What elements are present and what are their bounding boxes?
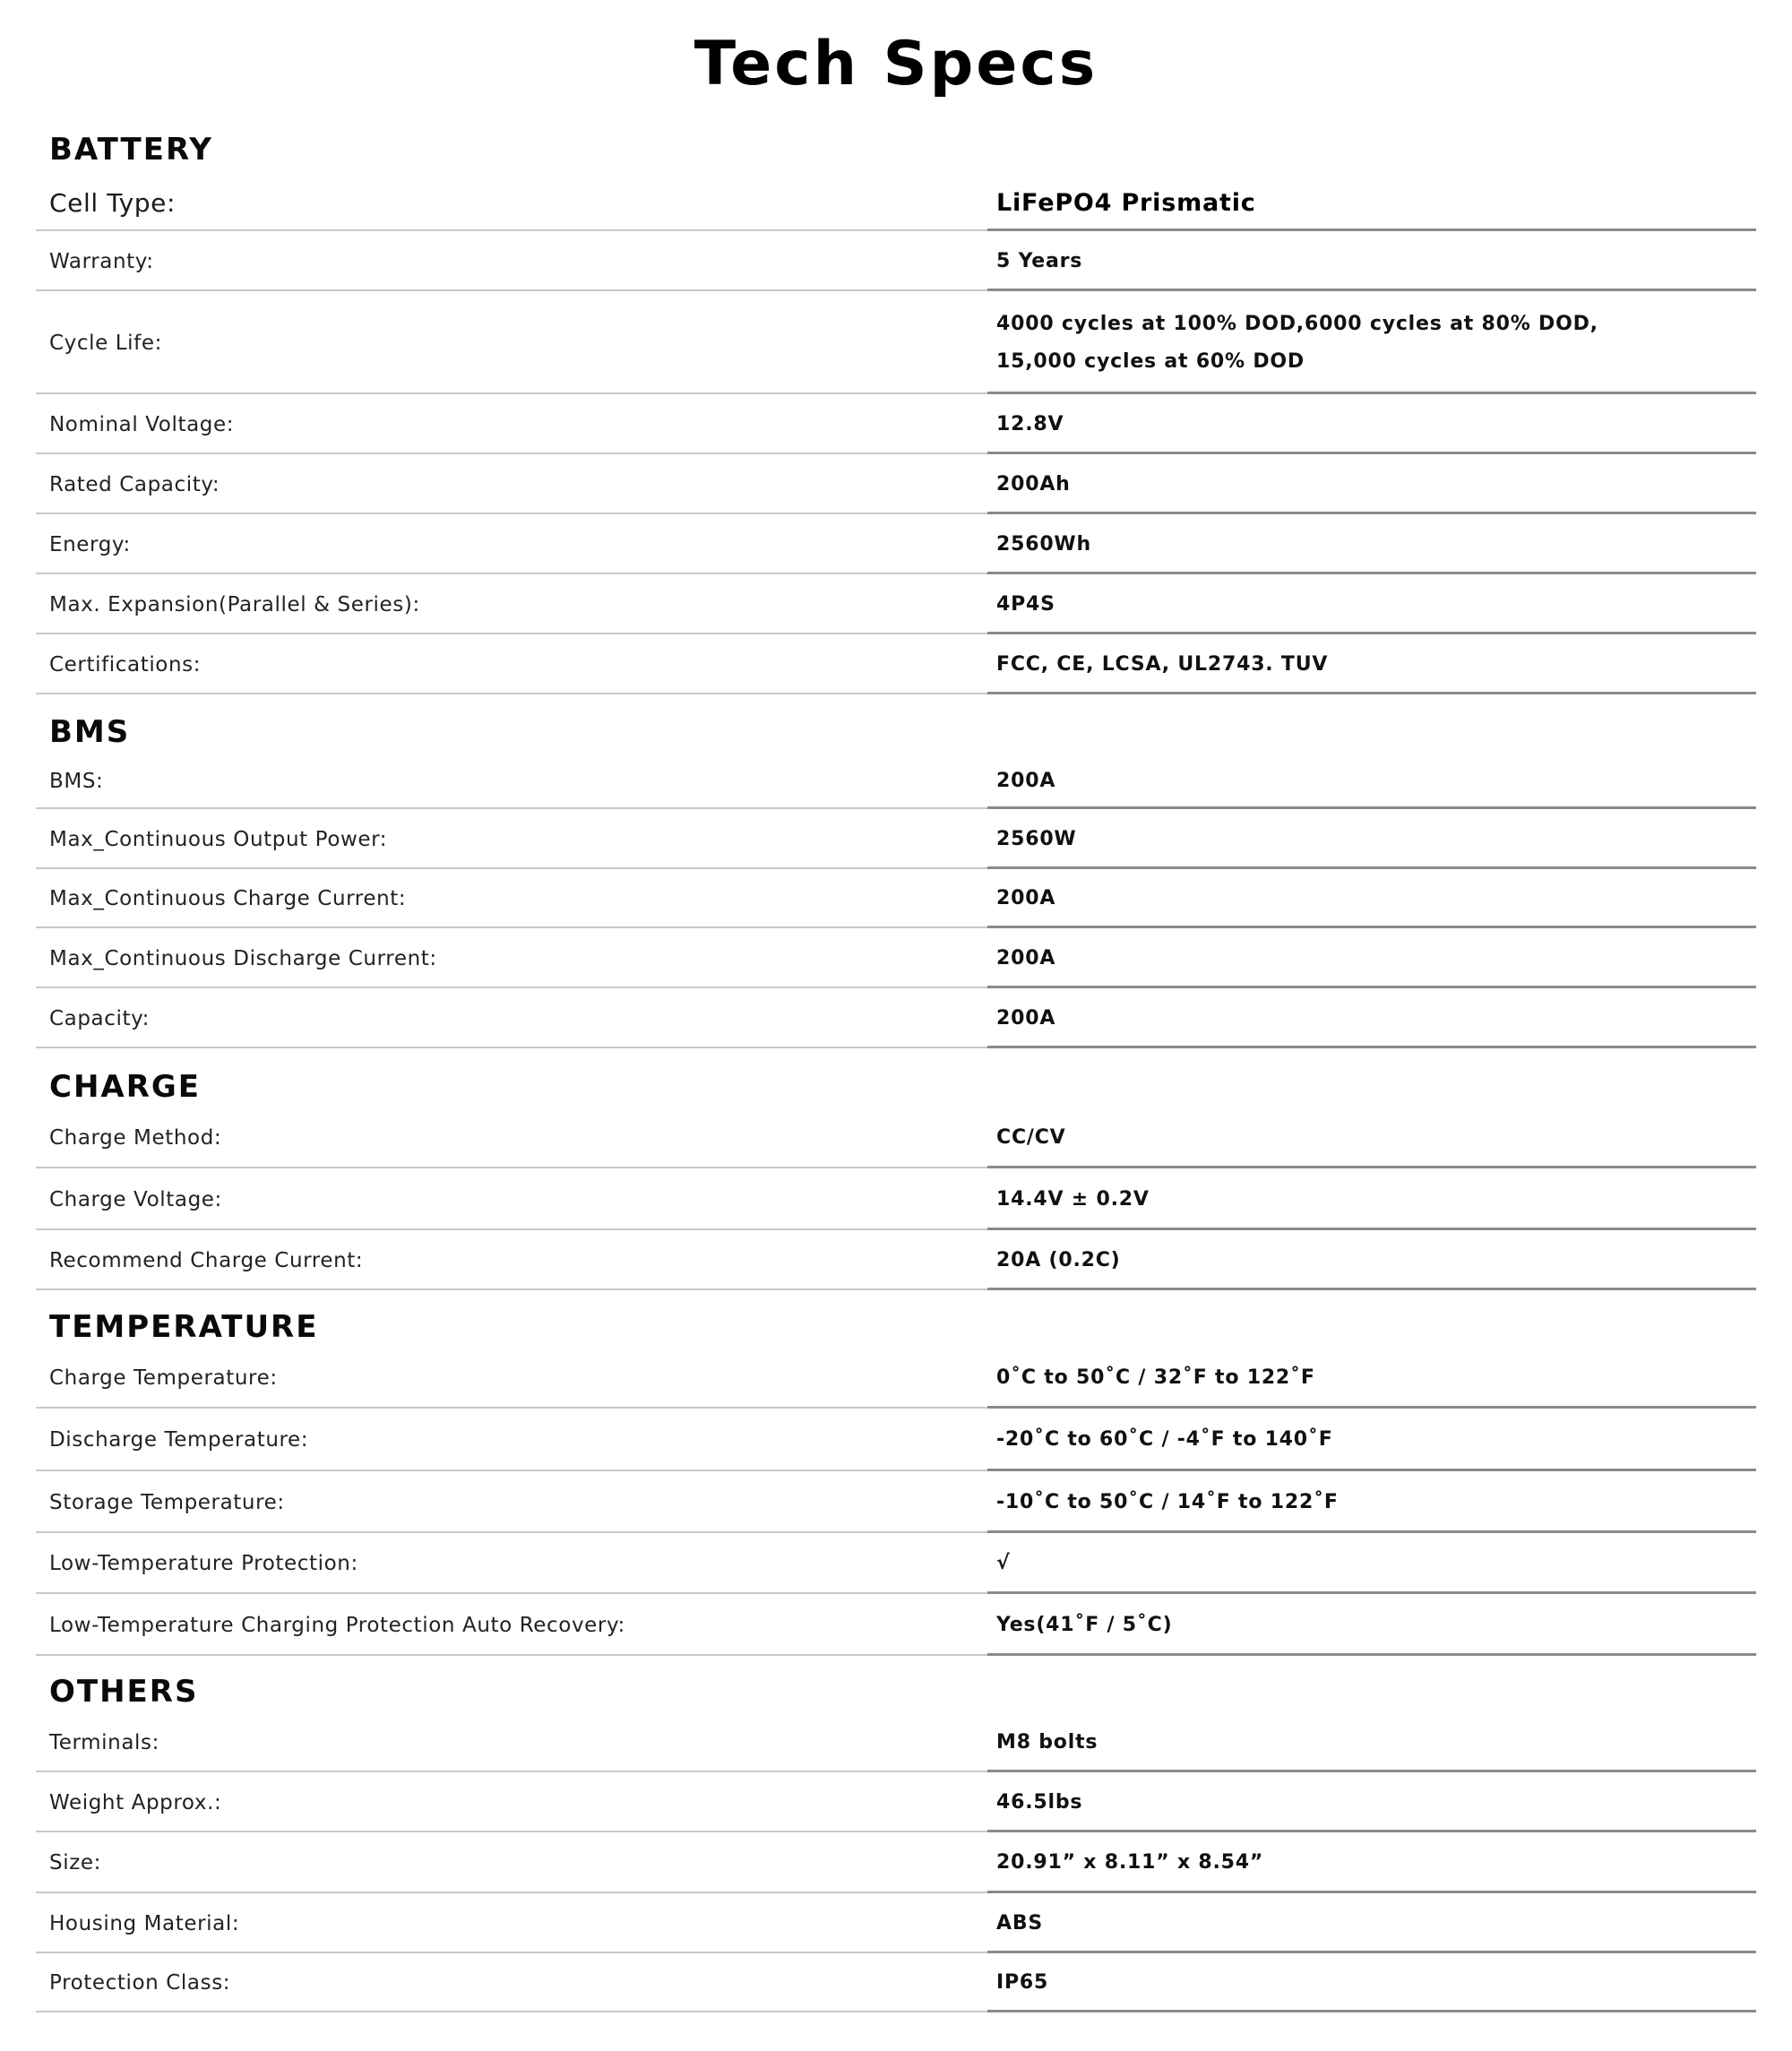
section-heading-others: OTHERS xyxy=(49,1674,199,1710)
spec-value xyxy=(996,1832,1749,1893)
spec-value-line: 0˚C to 50˚C / 32˚F to 122˚F xyxy=(996,1366,1315,1389)
spec-label: Cycle Life: xyxy=(49,331,162,355)
spec-value xyxy=(996,394,1749,454)
row-divider-right xyxy=(987,2010,1756,2012)
spec-value-line: -20˚C to 60˚C / -4˚F to 140˚F xyxy=(996,1428,1333,1451)
spec-row-bms xyxy=(36,753,1756,809)
spec-row-cell-type xyxy=(36,175,1756,231)
spec-value xyxy=(996,928,1749,988)
spec-value-line: IP65 xyxy=(996,1971,1049,1994)
spec-label: Size: xyxy=(49,1851,101,1874)
spec-value-line: 46.5lbs xyxy=(996,1790,1083,1814)
spec-row-max-continuous-discharge-current xyxy=(36,928,1756,988)
spec-row-max-expansion-parallel-series xyxy=(36,574,1756,634)
spec-label: Recommend Charge Current: xyxy=(49,1248,364,1272)
spec-value-line: √ xyxy=(996,1552,1011,1574)
spec-row-warranty xyxy=(36,231,1756,291)
spec-label: Low-Temperature Charging Protection Auto Recovery: xyxy=(49,1613,625,1637)
spec-value xyxy=(996,1348,1749,1409)
spec-value xyxy=(996,1471,1749,1533)
spec-value xyxy=(996,1107,1749,1168)
spec-value xyxy=(996,574,1749,634)
spec-label: Protection Class: xyxy=(49,1971,231,1995)
spec-value xyxy=(996,231,1749,291)
spec-value xyxy=(996,1168,1749,1230)
spec-row-housing-material xyxy=(36,1893,1756,1953)
spec-value-line: 4P4S xyxy=(996,592,1055,616)
spec-value xyxy=(996,753,1749,809)
page-title: Tech Specs xyxy=(694,29,1098,99)
spec-row-rated-capacity xyxy=(36,454,1756,514)
row-divider-left xyxy=(36,1047,987,1048)
spec-label: Energy: xyxy=(49,532,131,556)
spec-row-charge-method xyxy=(36,1107,1756,1168)
spec-label: Max_Continuous Output Power: xyxy=(49,827,388,851)
section-heading-temperature: TEMPERATURE xyxy=(49,1309,319,1345)
spec-row-certifications xyxy=(36,634,1756,694)
row-divider-right xyxy=(987,1288,1756,1290)
spec-label: Housing Material: xyxy=(49,1911,240,1935)
spec-value xyxy=(996,1712,1749,1772)
spec-label: Nominal Voltage: xyxy=(49,412,235,436)
spec-value xyxy=(996,1533,1749,1594)
spec-value xyxy=(996,1893,1749,1953)
spec-value xyxy=(996,291,1749,394)
spec-label: Discharge Temperature: xyxy=(49,1428,309,1452)
spec-value-line: Yes(41˚F / 5˚C) xyxy=(996,1613,1173,1636)
spec-value xyxy=(996,514,1749,574)
spec-value xyxy=(996,1594,1749,1656)
spec-value xyxy=(996,1230,1749,1290)
spec-row-low-temperature-charging-protection-auto-recovery xyxy=(36,1594,1756,1656)
spec-value xyxy=(996,869,1749,928)
spec-row-weight-approx xyxy=(36,1772,1756,1832)
spec-label: Max_Continuous Charge Current: xyxy=(49,887,407,910)
spec-value-line: -10˚C to 50˚C / 14˚F to 122˚F xyxy=(996,1490,1339,1513)
spec-value-line: 200A xyxy=(996,946,1056,969)
row-divider-right xyxy=(987,1046,1756,1048)
spec-label: Rated Capacity: xyxy=(49,472,220,496)
spec-row-storage-temperature xyxy=(36,1471,1756,1533)
row-divider-left xyxy=(36,2011,987,2012)
spec-label: Charge Temperature: xyxy=(49,1366,278,1390)
row-divider-left xyxy=(36,693,987,694)
spec-row-nominal-voltage xyxy=(36,394,1756,454)
spec-row-protection-class xyxy=(36,1953,1756,2012)
spec-label: Warranty: xyxy=(49,249,154,273)
spec-value xyxy=(996,1953,1749,2012)
spec-value xyxy=(996,634,1749,694)
spec-row-max-continuous-charge-current xyxy=(36,869,1756,928)
spec-value-line: 20.91” x 8.11” x 8.54” xyxy=(996,1851,1264,1874)
spec-value-line: LiFePO4 Prismatic xyxy=(996,188,1256,217)
spec-row-terminals xyxy=(36,1712,1756,1772)
row-divider-right xyxy=(987,1653,1756,1656)
section-heading-charge: CHARGE xyxy=(49,1069,202,1105)
spec-row-size xyxy=(36,1832,1756,1893)
spec-value xyxy=(996,175,1749,231)
spec-value-line: 14.4V ± 0.2V xyxy=(996,1187,1150,1211)
spec-row-charge-voltage xyxy=(36,1168,1756,1230)
spec-label: Cell Type: xyxy=(49,188,176,218)
spec-row-capacity xyxy=(36,988,1756,1048)
spec-value-line: 200Ah xyxy=(996,472,1071,496)
spec-value-line: 2560W xyxy=(996,827,1077,850)
spec-row-discharge-temperature xyxy=(36,1409,1756,1471)
spec-label: Charge Voltage: xyxy=(49,1187,222,1211)
spec-row-charge-temperature xyxy=(36,1348,1756,1409)
spec-value-line: 4000 cycles at 100% DOD,6000 cycles at 80% DOD, xyxy=(996,312,1598,335)
spec-row-recommend-charge-current xyxy=(36,1230,1756,1290)
spec-label: Max_Continuous Discharge Current: xyxy=(49,946,437,970)
spec-value-line: 20A (0.2C) xyxy=(996,1248,1121,1271)
spec-label: Charge Method: xyxy=(49,1126,222,1150)
spec-label: Max. Expansion(Parallel & Series): xyxy=(49,592,420,616)
spec-value-line: 2560Wh xyxy=(996,532,1091,556)
spec-value-line: 12.8V xyxy=(996,412,1064,435)
spec-label: Weight Approx.: xyxy=(49,1790,222,1814)
spec-label: Certifications: xyxy=(49,652,202,676)
spec-row-energy xyxy=(36,514,1756,574)
spec-value-line: 200A xyxy=(996,887,1056,909)
spec-label: Terminals: xyxy=(49,1730,159,1754)
section-heading-battery: BATTERY xyxy=(49,132,213,168)
spec-value xyxy=(996,1409,1749,1471)
spec-row-max-continuous-output-power xyxy=(36,809,1756,869)
spec-value xyxy=(996,1772,1749,1832)
spec-value-line: 200A xyxy=(996,1006,1056,1030)
spec-value xyxy=(996,988,1749,1048)
spec-value-line: ABS xyxy=(996,1911,1044,1935)
spec-row-low-temperature-protection xyxy=(36,1533,1756,1594)
spec-label: Low-Temperature Protection: xyxy=(49,1552,358,1575)
spec-label: BMS: xyxy=(49,769,104,793)
row-divider-right xyxy=(987,692,1756,694)
section-heading-bms: BMS xyxy=(49,714,131,750)
row-divider-left xyxy=(36,1288,987,1290)
spec-value-line: M8 bolts xyxy=(996,1730,1098,1754)
spec-value-line: 5 Years xyxy=(996,249,1083,272)
spec-row-cycle-life xyxy=(36,291,1756,394)
spec-label: Storage Temperature: xyxy=(49,1490,285,1514)
spec-label: Capacity: xyxy=(49,1006,150,1030)
spec-value-line: 15,000 cycles at 60% DOD xyxy=(996,349,1305,373)
spec-value xyxy=(996,454,1749,514)
spec-value-line: FCC, CE, LCSA, UL2743. TUV xyxy=(996,652,1329,676)
spec-value-line: 200A xyxy=(996,769,1056,792)
row-divider-left xyxy=(36,1654,987,1656)
spec-value xyxy=(996,809,1749,869)
spec-value-line: CC/CV xyxy=(996,1126,1066,1149)
